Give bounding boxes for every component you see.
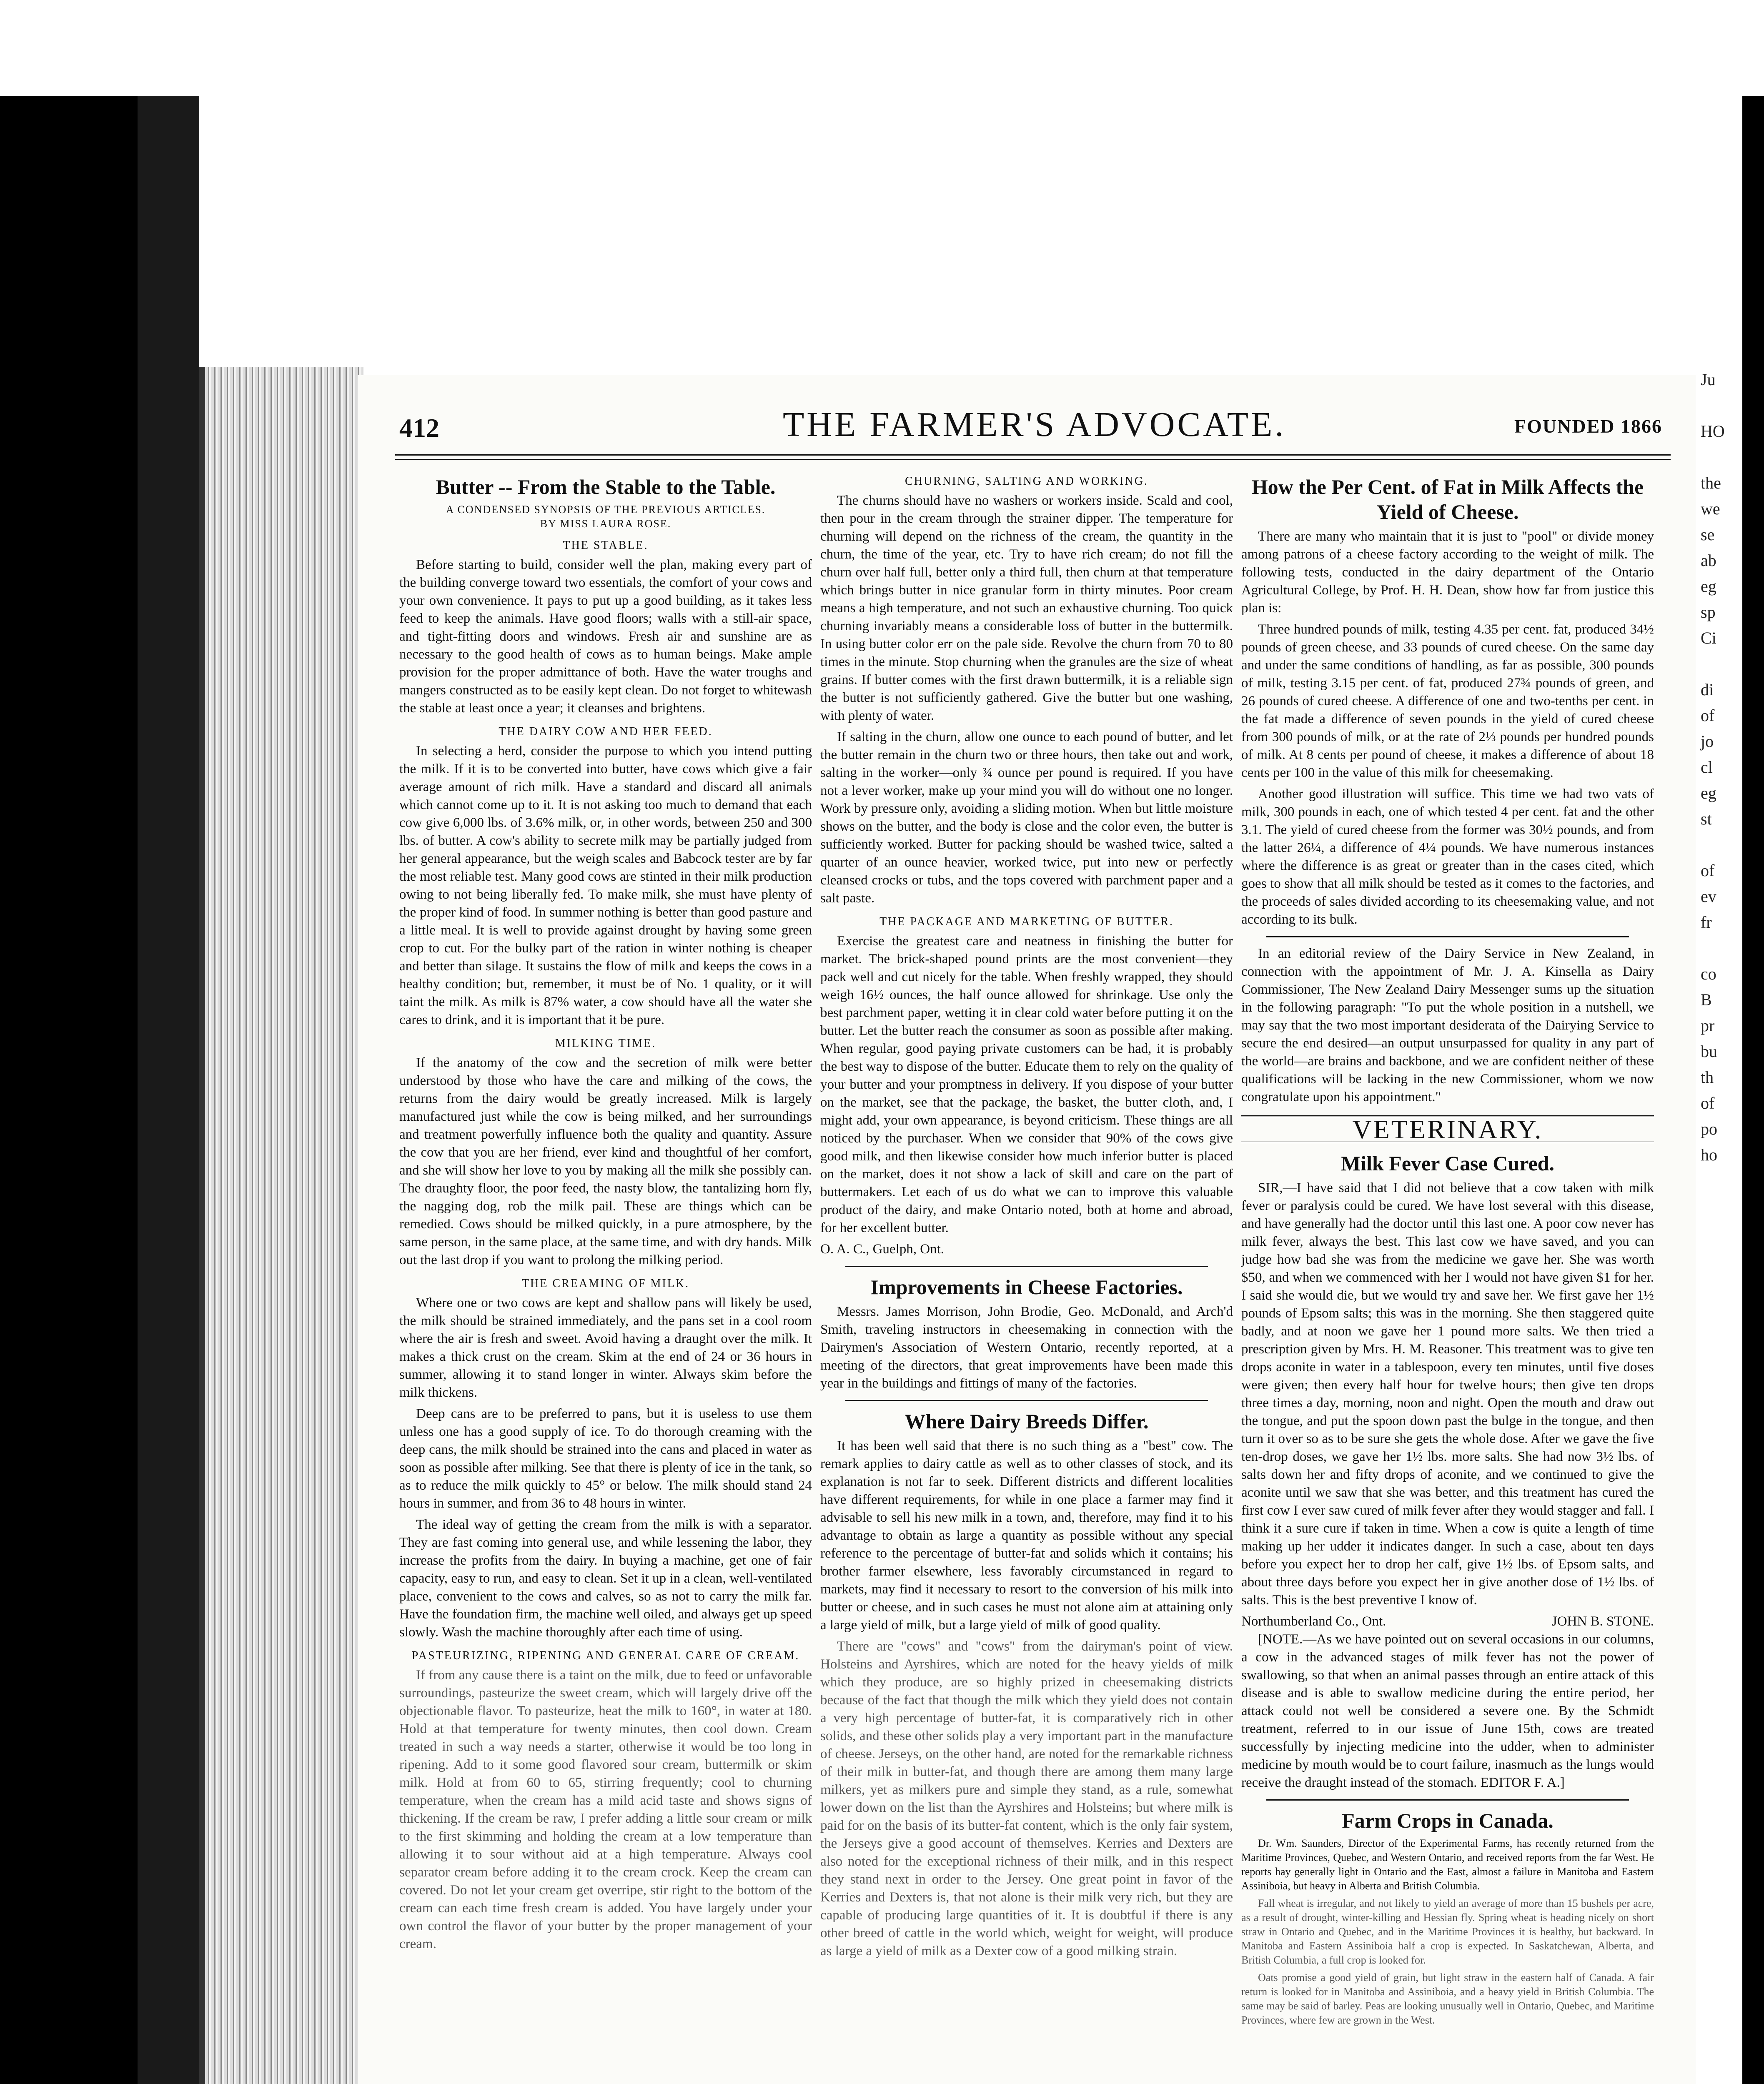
- adjacent-page-fragment: po: [1701, 1120, 1717, 1138]
- letter-location: Northumberland Co., Ont.: [1241, 1614, 1386, 1629]
- page-number: 412: [399, 413, 439, 443]
- paragraph: If the anatomy of the cow and the secretion of milk were better understood by those who have the care and milking of the cows, the returns from the dairy would be greatly increased. Milk is largely manufactured just while the cow is being milked, and her surroundings and treatment powerfully influence both the quality and quantity. Assure the cow that you are her friend, ever kind and thoughtful of her comfort, and she will show her love to you by making all the milk she possibly can. The draughty floor, the poor feed, the nasty blow, the tantalizing horn fly, the nagging dog, rob the milk pail. These are things which can be remedied. Cows should be milked quickly, in a pure atmosphere, by the same person, in the same place, at the same time, and with dry hands. Milk out the last drop if you want to prolong the milking period.: [399, 1055, 812, 1267]
- adjacent-page-edge: [1696, 367, 1742, 2084]
- adjacent-page-fragment: ab: [1701, 551, 1716, 570]
- divider: [1266, 1799, 1629, 1801]
- adjacent-page-fragment: th: [1701, 1068, 1714, 1087]
- section-heading: THE STABLE.: [563, 539, 649, 552]
- paragraph: If from any cause there is a taint on the milk, due to feed or unfavorable surroundings, pasteurize the sweet cream, which will largely drive off the objectionable flavor. To pasteurize, heat the milk to 160°, in water at 180. Hold at that temperature for twenty minutes, then cool down. Cream treated in such a way needs a starter, otherwise it would be too long in ripening. Add to it some good flavored sour cream, buttermilk or skim milk. Hold at from 60 to 65, stirring frequently; cool to churning temperature, when the cream has a mild acid taste and shows signs of thickening. If the cream be raw, I prefer adding a little sour cream or milk to the first skimming and holding the cream at a low temperature than allowing it to sour without aid at a high temperature. Always cool separator cream before adding it to the cream crock. Keep the cream can covered. Do not let your cream get overripe, stir right to the bottom of the cream can each time fresh cream is added. You have largely under your own control the flavor of your butter by the proper management of your cream.: [399, 1668, 812, 1951]
- adjacent-page-fragment: [1696, 651, 1742, 677]
- butter-article-subtitle: A CONDENSED SYNOPSIS OF THE PREVIOUS ARTICLES.: [446, 503, 766, 516]
- scan-black-margin-right: [1742, 96, 1764, 2084]
- adjacent-page-fragment: [1696, 935, 1742, 961]
- section-heading: PASTEURIZING, RIPENING AND GENERAL CARE OF CREAM.: [411, 1649, 800, 1662]
- adjacent-page-fragment: jo: [1701, 732, 1714, 751]
- section-heading: THE CREAMING OF MILK.: [521, 1277, 690, 1290]
- column-3: [1241, 467, 1654, 2031]
- section-heading: THE PACKAGE AND MARKETING OF BUTTER.: [879, 915, 1174, 928]
- scan-background-top: [0, 0, 1764, 367]
- paragraph: Where one or two cows are kept and shallow pans will likely be used, the milk should be strained immediately, and the pans set in a cool room where the air is fresh and sweet. Avoid having a draught over the milk. It makes a thick crust on the cream. Skim at the end of 24 or 36 hours in summer, allowing it to stand longer in winter. Always skim before the milk thickens.: [399, 1295, 812, 1400]
- adjacent-page-fragment: pr: [1701, 1016, 1715, 1035]
- section-heading: CHURNING, SALTING AND WORKING.: [905, 475, 1148, 488]
- paragraph: In selecting a herd, consider the purpose to which you intend putting the milk. If it is to be converted into butter, have cows which give a fair average amount of rich milk. Have a standard and discard all animals which cannot come up to it. It is not asking too much to demand that each cow give 6,000 lbs. of 3.6% milk, or, in other words, between 250 and 300 lbs. of butter. A cow's ability to secrete milk may be partially judged from her general appearance, but the weigh scales and Babcock tester are by far the most reliable test. Many good cows are stinted in their milk production owing to not being liberally fed. To make milk, she must have plenty of the proper kind of food. In summer nothing is better than good pasture and a little meal. It is well to provide against drought by having some green crop to cut. For the bulky part of the ration in winter nothing is cheaper and better than silage. It sustains the flow of milk and keeps the cows in a healthy condition; but, remember, it must be of No. 1 quality, or it will taint the milk. As milk is 87% water, a cow should have all the water she cares to drink, and it is important that it be pure.: [399, 744, 812, 1027]
- paragraph: There are many who maintain that it is just to "pool" or divide money among patrons of a cheese factory according to the weight of milk. The following tests, conducted in the dairy department of the Ontario Agricultural College, by Prof. H. H. Dean, show how far from justice this plan is:: [1241, 529, 1654, 616]
- paragraph: Three hundred pounds of milk, testing 4.35 per cent. fat, produced 34½ pounds of green cheese, and 33 pounds of cured cheese. On the same day and under the same conditions of handling, as far as possible, 300 pounds of milk, testing 3.15 per cent. of fat, produced 27¾ pounds of green, and 26 pounds of cured cheese. A difference of one and two-tenths per cent. in the fat made a difference of seven pounds in the yield of cured cheese from 300 pounds of milk, or at the rate of 2⅓ pounds per hundred pounds of milk. At 8 cents per pound of cheese, it makes a difference of about 18 cents per 100 in the value of this milk for cheesemaking.: [1241, 622, 1654, 780]
- founded-date: FOUNDED 1866: [1514, 416, 1662, 437]
- adjacent-page-fragment: eg: [1701, 577, 1716, 596]
- adjacent-page-fragment: di: [1701, 680, 1714, 699]
- paragraph: Before starting to build, consider well the plan, making every part of the building converge toward two essentials, the comfort of your cows and your own convenience. It pays to put up a good building, as it takes less feed to keep the animals. Have good floors; walls with a still-air space, and tight-fitting doors and windows. Fresh air and sunshine are as necessary to the good health of cows as to human beings. Make ample provision for the proper admittance of both. Have the water troughs and mangers constructed as to be easily kept clean. Do not forget to whitewash the stable at least once a year; it cleanses and brightens.: [399, 557, 812, 716]
- adjacent-page-fragment: ho: [1701, 1145, 1717, 1164]
- divider: [845, 1400, 1208, 1401]
- divider: [1266, 936, 1629, 937]
- adjacent-page-fragment: sp: [1701, 603, 1716, 621]
- paragraph: Oats promise a good yield of grain, but light straw in the eastern half of Canada. A fair return is looked for in Manitoba and Assiniboia, and a heavy yield in British Columbia. The same may be said of barley. Peas are looking unusually well in Ontario, Quebec, and Maritime Provinces, where few are grown in the West.: [1241, 1971, 1654, 2026]
- paragraph: Dr. Wm. Saunders, Director of the Experimental Farms, has recently returned from the Maritime Provinces, Quebec, and Western Ontario, and received reports from the far West. He reports hay generally light in Ontario and the East, almost a failure in Manitoba and Eastern Assiniboia, but heavy in Alberta and British Columbia.: [1241, 1837, 1654, 1892]
- masthead-title: THE FARMER'S ADVOCATE.: [783, 405, 1286, 444]
- adjacent-page-fragment: of: [1701, 706, 1715, 725]
- cheese-factories-title: Improvements in Cheese Factories.: [870, 1275, 1183, 1299]
- article-signoff: O. A. C., Guelph, Ont.: [820, 1242, 944, 1257]
- letter-signature: JOHN B. STONE.: [1551, 1614, 1654, 1629]
- butter-article-byline: BY MISS LAURA ROSE.: [540, 518, 672, 530]
- adjacent-page-fragment: of: [1701, 861, 1715, 880]
- adjacent-page-fragment: HO: [1701, 422, 1725, 441]
- paragraph: Fall wheat is irregular, and not likely to yield an average of more than 15 bushels per acre, as a result of drought, winter-killing and Hessian fly. Spring wheat is heading nicely on short straw in Ontario and Quebec, and in the Maritime Provinces it is healthy, but backward. In Manitoba and Eastern Assiniboia half a crop is expected. In Saskatchewan, Alberta, and British Columbia, a full crop is looked for.: [1241, 1897, 1654, 1966]
- binding-shadow: [138, 96, 199, 2084]
- adjacent-page-fragment: we: [1701, 499, 1720, 518]
- adjacent-page-fragment: ev: [1701, 887, 1716, 906]
- column-1: [399, 467, 812, 1956]
- scan-black-margin-left: [0, 96, 138, 2084]
- paragraph: Deep cans are to be preferred to pans, but it is useless to use them unless one has a good supply of ice. To do thorough creaming with the deep cans, the milk should be strained into the cans and placed in water as soon as possible after milking. See that there is plenty of ice in the tank, so as to reduce the milk quickly to 45° or below. The milk should stand 24 hours in summer, and from 36 to 48 hours in winter.: [399, 1406, 812, 1511]
- divider: [845, 1266, 1208, 1267]
- adjacent-page-fragment: [1696, 393, 1742, 418]
- paragraph: If salting in the churn, allow one ounce to each pound of butter, and let the butter remain in the churn two or three hours, then take out and work, salting in the worker—only ¾ ounce per pound is required. If you have not a lever worker, make up your mind you will do without one no longer. Work by pressure only, avoiding a sliding motion. When but little moisture shows on the butter, and the body is close and the color even, the butter is sufficiently worked. Butter for packing should be washed twice, salted a quarter of an ounce heavier, worked twice, put into new or perfectly cleansed crocks or tubs, and the tops covered with parchment paper and a salt paste.: [820, 729, 1233, 906]
- paragraph: Exercise the greatest care and neatness in finishing the butter for market. The brick-shaped pound prints are the most convenient—they pack well and cut nicely for the table. When freshly wrapped, they should weigh 16½ ounces, the half ounce allowed for shrinkage. Use only the best parchment paper, wetting it in clear cold water before putting it on the butter. Let the butter reach the consumer as soon as possible after making. When regular, good paying private customers can be had, it is probably the best way to dispose of the butter. Educate them to rely on the quality of your butter and your promptness in delivery. If you dispose of your butter on the market, see that the package, the basket, the butter cloth, and, I might add, your own appearance, is beyond criticism. These things are all noticed by the purchaser. When we consider that 90% of the cows give good milk, and then likewise consider how much inferior butter is placed on the market, does it not show a lack of skill and care on the part of buttermakers. Let each of us do what we can to improve this valuable product of the dairy, and make Ontario noted, both at home and abroad, for her excellent butter.: [820, 934, 1233, 1235]
- adjacent-page-fragment: st: [1701, 809, 1712, 828]
- veterinary-banner: VETERINARY.: [1241, 1115, 1654, 1143]
- editor-note: [NOTE.—As we have pointed out on several occasions in our columns, a cow in the advanced stages of milk fever has not the power of swallowing, so that when an animal passes through an entire attack of this disease and is able to swallow medicine during the entire period, her attack could not well be considered a severe one. By the Schmidt treatment, referred to in our issue of June 15th, cows are treated successfully by injecting medicine into the udder, when to administer medicine by mouth would be to court failure, inasmuch as the lungs would receive the draught instead of the stomach. EDITOR F. A.]: [1241, 1632, 1654, 1790]
- adjacent-page-fragment: bu: [1701, 1042, 1717, 1061]
- butter-article-title: Butter -- From the Stable to the Table.: [436, 475, 776, 498]
- paragraph: Messrs. James Morrison, John Brodie, Geo. McDonald, and Arch'd Smith, traveling instructors in cheesemaking in connection with the Dairymen's Association of Western Ontario, recently reported, at a meeting of the directors, that great improvements have been made this year in the buildings and fittings of many of the factories.: [820, 1304, 1233, 1391]
- adjacent-page-fragment: B: [1701, 990, 1712, 1009]
- fat-article-title: How the Per Cent. of Fat in Milk Affects the Yield of Cheese.: [1251, 475, 1644, 524]
- dairy-breeds-title: Where Dairy Breeds Differ.: [905, 1410, 1149, 1433]
- header-rule: [395, 454, 1671, 460]
- paragraph: The ideal way of getting the cream from the milk is with a separator. They are fast coming into general use, and while lessening the labor, they increase the profits from the dairy. In buying a machine, get one of fair capacity, easy to run, and easy to clean. Set it up in a clean, well-ventilated place, convenient to the cows and calves, so as not to carry the milk far. Have the foundation firm, the machine well oiled, and always get up speed slowly. Wash the machine thoroughly after each time of using.: [399, 1517, 812, 1640]
- paragraph: SIR,—I have said that I did not believe that a cow taken with milk fever or paralysis could be cured. We have lost several with this disease, and have generally had the doctor until this last one. A poor cow never has milk fever, always the best. This last cow we have saved, and you can judge how bad she was from the medicine we gave her. She was worth $50, and when we commenced with her I would not have given $1 for her. I said she would die, but we would try and save her. We first gave her 1½ pounds of Epsom salts; this was in the morning. She then staggered quite badly, and at noon we gave her 1 pound more salts. We then tried a prescription given by Mrs. H. M. Reasoner. This treatment was to give ten drops aconite in water in a tablespoon, every ten minutes, until five doses were given; then every half hour for twelve hours; then give ten drops three times a day, morning, noon and night. Open the mouth and draw out the tongue, and put the spoon down past the bulge in the tongue, and then turn it over so as to be sure she gets the whole dose. After we gave the five ten-drop doses, we gave her 1½ lbs. more salts. She had now 3½ lbs. of salts down her and fifty drops of aconite, and we continued to give the aconite until we saw that she was better, and this treatment has cured the first cow I ever saw cured of milk fever after they would stagger and fall. I think it a sure cure if taken in time. When a cow is quite a length of time making up her udder it indicates danger. In such a case, about ten days before you expect her to drop her calf, give 1½ lbs. of Epsom salts, and about three days before you expect her in give another dose of 1½ lbs. of salts. This is the best preventive I know of.: [1241, 1180, 1654, 1608]
- adjacent-page-fragment: Ju: [1701, 370, 1716, 389]
- book-page-edges: [199, 367, 363, 2084]
- adjacent-page-fragment: of: [1701, 1094, 1715, 1112]
- column-2: [820, 467, 1233, 1964]
- milk-fever-title: Milk Fever Case Cured.: [1341, 1152, 1554, 1175]
- newspaper-page: [358, 375, 1696, 2084]
- section-heading: MILKING TIME.: [555, 1037, 656, 1050]
- paragraph: The churns should have no washers or workers inside. Scald and cool, then pour in the cream through the strainer dipper. The temperature for churning will depend on the richness of the cream, the quantity in the churn, the time of the year, etc. Try to have rich cream; do not fill the churn over half full, better only a third full, then churn at that temperature which brings butter in nice granular form in thirty minutes. Poor cream means a high temperature, and not such an exhaustive churning. Too quick churning invariably means a considerable loss of butter in the buttermilk. In using butter color err on the pale side. Revolve the churn from 70 to 80 times in the minute. Stop churning when the granules are the size of wheat grains. If butter comes with the first drawn buttermilk, it is a reliable sign the butter is not sufficiently gathered. Give the butter but one washing, with plenty of water.: [820, 493, 1233, 723]
- paragraph: There are "cows" and "cows" from the dairyman's point of view. Holsteins and Ayrshires, which are noted for the heavy yields of milk which they produce, are so highly prized in cheesemaking districts because of the fact that though the milk which they yield does not contain a very high percentage of butter-fat, it is comparatively rich in other solids, and these other solids play a very important part in the manufacture of cheese. Jerseys, on the other hand, are noted for the remarkable richness of their milk in butter-fat, and though there are among them many large milkers, yet as milkers pure and simple they stand, as a rule, somewhat lower down on the list than the Ayrshires and Holsteins; but where milk is paid for on the basis of its butter-fat content, which is the only fair system, the Jerseys give a good account of themselves. Kerries and Dexters are also noted for the exceptional richness of their milk, and in this respect they stand next in order to the Jersey. One great point in favor of the Kerries and Dexters is, that not alone is their milk very rich, but they are capable of producing large quantities of it. It is doubtful if there is any other breed of cattle in the world which, weight for weight, will produce as large a yield of milk as a Dexter cow of a good milking strain.: [820, 1639, 1233, 1959]
- adjacent-page-fragment: the: [1701, 473, 1721, 492]
- adjacent-page-fragment: co: [1701, 964, 1716, 983]
- adjacent-page-fragment: fr: [1701, 913, 1712, 932]
- adjacent-page-fragment: Ci: [1701, 629, 1716, 647]
- farm-crops-title: Farm Crops in Canada.: [1342, 1809, 1554, 1832]
- adjacent-page-fragment: [1696, 832, 1742, 858]
- adjacent-page-fragment: se: [1701, 525, 1715, 544]
- signature-row: [1241, 1613, 1654, 1631]
- paragraph: Another good illustration will suffice. This time we had two vats of milk, 300 pounds in each, one of which tested 4 per cent. fat and the other 3.1. The yield of cured cheese from the former was 30½ pounds, and from the latter 26¼, a difference of 4¼ pounds. We have numerous instances where the difference is as great or greater than in the cases cited, which goes to show that all milk should be tested as it comes to the factories, and the proceeds of sales divided according to its cheesemaking value, and not according to its bulk.: [1241, 787, 1654, 927]
- section-heading: THE DAIRY COW AND HER FEED.: [499, 725, 713, 738]
- adjacent-page-fragment: eg: [1701, 784, 1716, 802]
- paragraph: In an editorial review of the Dairy Service in New Zealand, in connection with the appointment of Mr. J. A. Kinsella as Dairy Commissioner, The New Zealand Dairy Messenger sums up the situation in the following paragraph: "To put the whole position in a nutshell, we may say that the two most important desiderata of the Dairying Service to secure the end desired—an output unsurpassed for quality in any part of the world—are brains and backbone, and we are confident neither of these qualifications will be lacking in the new Commissioner, whom we now congratulate upon his appointment.": [1241, 946, 1654, 1105]
- paragraph: It has been well said that there is no such thing as a "best" cow. The remark applies to dairy cattle as well as to other classes of stock, and its explanation is not far to seek. Different districts and different localities have different requirements, for while in one place a farmer may find it advisable to sell his new milk in a town, and, therefore, may find it to his advantage to obtain as large a quantity as possible without any special reference to the percentage of butter-fat and solids which it contains; his brother farmer elsewhere, less favorably circumstanced in regard to markets, may find it necessary to resort to the conversion of his milk into butter or cheese, and in such cases he must not alone aim at attaining only a large yield of milk, but a large yield of milk of good quality.: [820, 1438, 1233, 1633]
- adjacent-page-fragment: cl: [1701, 758, 1713, 776]
- adjacent-page-fragment: [1696, 444, 1742, 470]
